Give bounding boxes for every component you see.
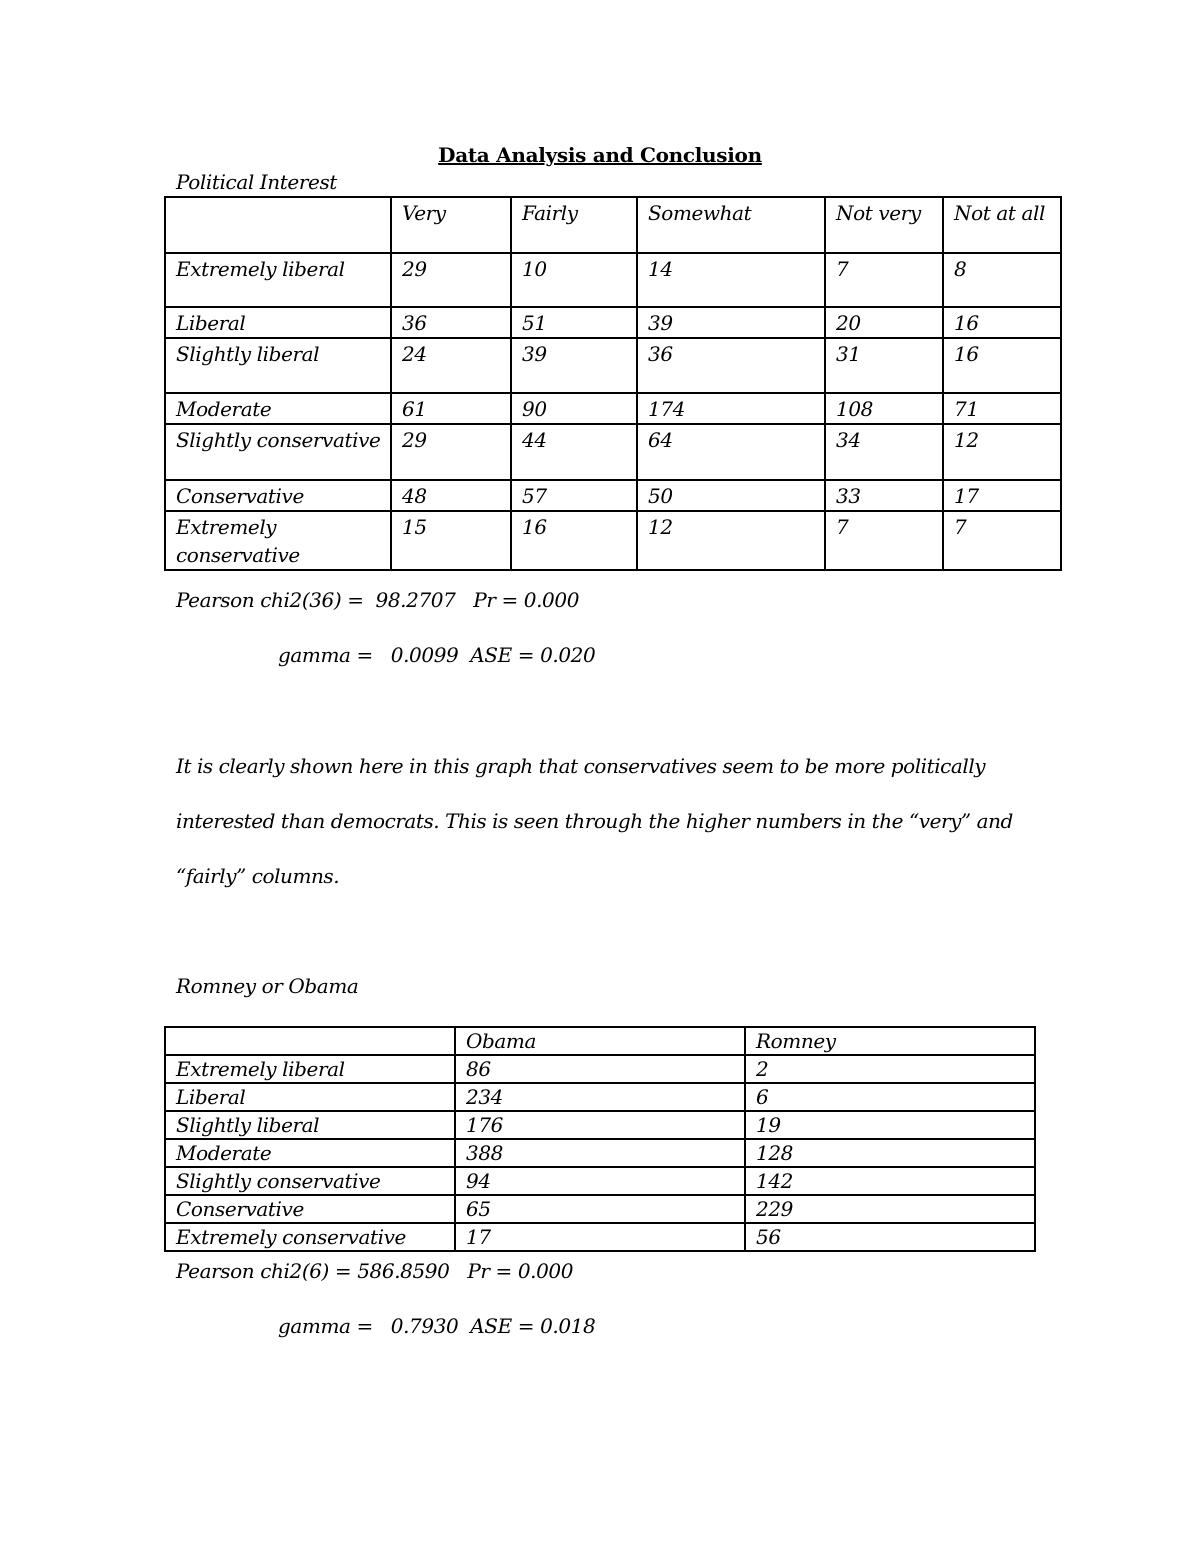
page-title: Data Analysis and Conclusion [438,143,762,167]
romney-obama-table [164,1026,1036,1252]
table-row [165,1083,1035,1111]
value-cell: 48 [391,480,511,511]
value-cell: 7 [825,253,943,307]
row-label-cell: Slightly liberal [165,338,391,393]
table-row [165,1139,1035,1167]
value-cell: 50 [637,480,825,511]
table-row [165,1167,1035,1195]
header-cell: Somewhat [637,197,825,253]
value-cell: 44 [511,424,637,480]
table-row [165,338,1061,393]
header-cell [165,197,391,253]
pearson-chi2-political-interest: Pearson chi2(36) = 98.2707 Pr = 0.000 [176,588,580,612]
value-cell: 61 [391,393,511,424]
value-cell: 6 [745,1083,1035,1111]
row-label-cell: Liberal [165,307,391,338]
value-cell: 142 [745,1167,1035,1195]
value-cell: 64 [637,424,825,480]
value-cell: 8 [943,253,1061,307]
value-cell: 90 [511,393,637,424]
value-cell: 34 [825,424,943,480]
value-cell: 7 [825,511,943,570]
table-row [165,393,1061,424]
value-cell: 16 [511,511,637,570]
row-label-cell: Moderate [165,393,391,424]
row-label-cell: Slightly liberal [165,1111,455,1139]
value-cell: 388 [455,1139,745,1167]
section-label-political-interest: Political Interest [176,170,337,194]
value-cell: 57 [511,480,637,511]
table-row [165,1223,1035,1251]
value-cell: 7 [943,511,1061,570]
value-cell: 10 [511,253,637,307]
value-cell: 39 [511,338,637,393]
header-cell: Obama [455,1027,745,1055]
value-cell: 31 [825,338,943,393]
value-cell: 36 [391,307,511,338]
row-label-cell: Extremely conservative [165,1223,455,1251]
table-header-row [165,1027,1035,1055]
gamma-romney-obama: gamma = 0.7930 ASE = 0.018 [278,1314,596,1338]
value-cell: 128 [745,1139,1035,1167]
value-cell: 65 [455,1195,745,1223]
value-cell: 234 [455,1083,745,1111]
value-cell: 229 [745,1195,1035,1223]
table-row [165,1195,1035,1223]
table-row [165,424,1061,480]
value-cell: 94 [455,1167,745,1195]
value-cell: 36 [637,338,825,393]
value-cell: 56 [745,1223,1035,1251]
header-cell: Fairly [511,197,637,253]
value-cell: 33 [825,480,943,511]
conclusion-line-3: “fairly” columns. [176,864,340,888]
row-label-cell: Conservative [165,1195,455,1223]
table-row [165,1055,1035,1083]
conclusion-line-1: It is clearly shown here in this graph that conservatives seem to be more politically [176,754,986,778]
value-cell: 108 [825,393,943,424]
political-interest-table [164,196,1062,571]
value-cell: 17 [455,1223,745,1251]
row-label-cell: Extremely liberal [165,1055,455,1083]
value-cell: 29 [391,253,511,307]
header-cell: Not at all [943,197,1061,253]
value-cell: 174 [637,393,825,424]
value-cell: 17 [943,480,1061,511]
value-cell: 19 [745,1111,1035,1139]
row-label-cell: Conservative [165,480,391,511]
row-label-cell: Slightly conservative [165,1167,455,1195]
value-cell: 16 [943,338,1061,393]
value-cell: 20 [825,307,943,338]
table-header-row [165,197,1061,253]
row-label-cell: Extremely conservative [165,511,391,570]
value-cell: 14 [637,253,825,307]
header-cell: Very [391,197,511,253]
section-label-romney-obama: Romney or Obama [176,974,359,998]
table-row [165,511,1061,570]
value-cell: 16 [943,307,1061,338]
header-cell [165,1027,455,1055]
row-label-cell: Slightly conservative [165,424,391,480]
value-cell: 176 [455,1111,745,1139]
conclusion-line-2: interested than democrats. This is seen through the higher numbers in the “very” and [176,809,1013,833]
value-cell: 39 [637,307,825,338]
table-row [165,307,1061,338]
header-cell: Not very [825,197,943,253]
value-cell: 12 [637,511,825,570]
table-row [165,1111,1035,1139]
value-cell: 24 [391,338,511,393]
row-label-cell: Moderate [165,1139,455,1167]
value-cell: 2 [745,1055,1035,1083]
value-cell: 71 [943,393,1061,424]
value-cell: 86 [455,1055,745,1083]
pearson-chi2-romney-obama: Pearson chi2(6) = 586.8590 Pr = 0.000 [176,1259,574,1283]
table-row [165,480,1061,511]
row-label-cell: Liberal [165,1083,455,1111]
header-cell: Romney [745,1027,1035,1055]
row-label-cell: Extremely liberal [165,253,391,307]
gamma-political-interest: gamma = 0.0099 ASE = 0.020 [278,643,596,667]
value-cell: 29 [391,424,511,480]
value-cell: 12 [943,424,1061,480]
value-cell: 15 [391,511,511,570]
table-row [165,253,1061,307]
value-cell: 51 [511,307,637,338]
